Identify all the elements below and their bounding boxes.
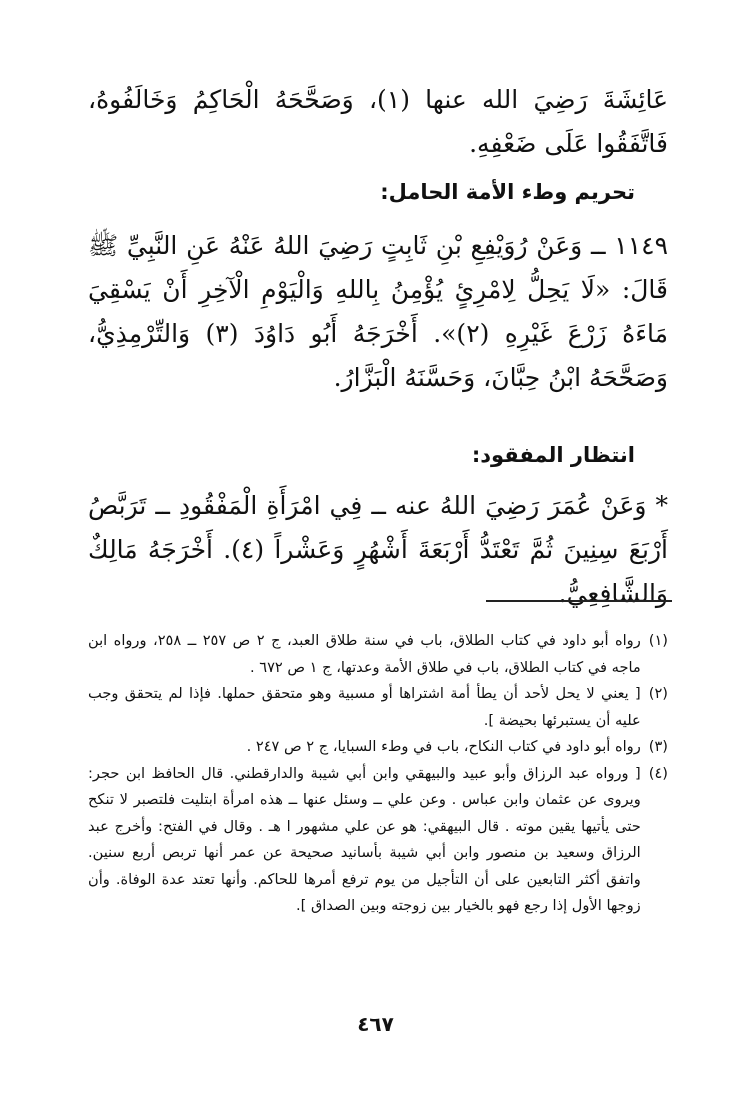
footnote-text: [ ورواه عبد الرزاق وأبو عبيد والبيهقي وابن أبي شيبة والدارقطني. قال الحافظ ابن حجر: ويروى عن عثمان وابن عباس . وعن علي ــ وسئل عنها ــ هذه امرأة ابتليت فلتصبر لا تنكح حتى يأتيها يقين موته . قال البيهقي: هو عن علي مشهور ا هـ . وقال في الفتح: وأخرج عبد الرزاق وسعيد بن منصور وابن أبي شيبة بأسانيد صحيحة عن عمر أنها تربص أربع سنين. واتفق أكثر التابعين على أن التأجيل من يوم ترفع أمرها للحاكم. وأنها تعتد عدة الوفاة. وأن زوجها الأول إذا رجع فهو بالخيار بين زوجته وبين الصداق ]. bbox=[88, 764, 641, 914]
footnote-number: (١) bbox=[648, 632, 668, 649]
hadith-1149-paragraph: ١١٤٩ ــ وَعَنْ رُوَيْفِعِ بْنِ ثَابِتٍ رَضِيَ اللهُ عَنْهُ عَنِ النَّبِيِّ ﷺ قَالَ: «لَا يَحِلُّ لِامْرِئٍ يُؤْمِنُ بِاللهِ وَالْيَوْمِ الْآخِرِ أَنْ يَسْقِيَ مَاءَهُ زَرْعَ غَيْرِهِ (٢)». أَخْرَجَهُ أَبُو دَاوُدَ (٣) وَالتِّرْمِذِيُّ، وَصَحَّحَهُ ابْنُ حِبَّانَ، وَحَسَّنَهُ الْبَزَّارُ. bbox=[88, 231, 669, 392]
heading-pregnant-slave-rule: تحريم وطء الأمة الحامل: bbox=[380, 180, 635, 204]
footnote-text: رواه أبو داود في كتاب النكاح، باب في وطء السبايا، ج ٢ ص ٢٤٧ . bbox=[246, 738, 641, 755]
footnotes-section bbox=[88, 628, 668, 920]
footnote-text: رواه أبو داود في كتاب الطلاق، باب في سنة طلاق العبد، ج ٢ ص ٢٥٧ ــ ٢٥٨، ورواه ابن ماجه في كتاب الطلاق، باب في طلاق الأمة وعدتها، ج ١ ص ٦٧٢ . bbox=[88, 632, 641, 676]
heading-missing-husband: انتظار المفقود: bbox=[471, 443, 635, 467]
footnote-number: (٤) bbox=[648, 764, 668, 782]
page-number: ٤٦٧ bbox=[357, 1012, 394, 1036]
footnote-text: [ يعني لا يحل لأحد أن يطأ أمة اشتراها أو مسبية وهو متحقق حملها. فإذا لم يتحقق وجب عليه أن يستبرئها بحيضة ]. bbox=[88, 685, 641, 729]
footnote-item bbox=[88, 628, 668, 681]
footnote-number: (٢) bbox=[648, 685, 668, 702]
footnote-separator bbox=[486, 600, 672, 602]
footnote-number: (٣) bbox=[648, 738, 668, 755]
intro-paragraph: عَائِشَةَ رَضِيَ الله عنها (١)، وَصَحَّحَهُ الْحَاكِمُ وَخَالَفُوهُ، فَاتَّفَقُوا عَلَى ضَعْفِهِ. bbox=[88, 85, 668, 158]
footnote-item bbox=[88, 761, 668, 920]
footnote-item bbox=[88, 734, 668, 761]
footnote-item bbox=[88, 681, 668, 734]
athar-umar-paragraph: * وَعَنْ عُمَرَ رَضِيَ اللهُ عنه ــ فِي امْرَأَةِ الْمَفْقُودِ ــ تَرَبَّصُ أَرْبَعَ سِنِينَ ثُمَّ تَعْتَدُّ أَرْبَعَةَ أَشْهُرٍ وَعَشْراً (٤). أَخْرَجَهُ مَالِكٌ وَالشَّافِعِيُّ. bbox=[88, 491, 668, 608]
